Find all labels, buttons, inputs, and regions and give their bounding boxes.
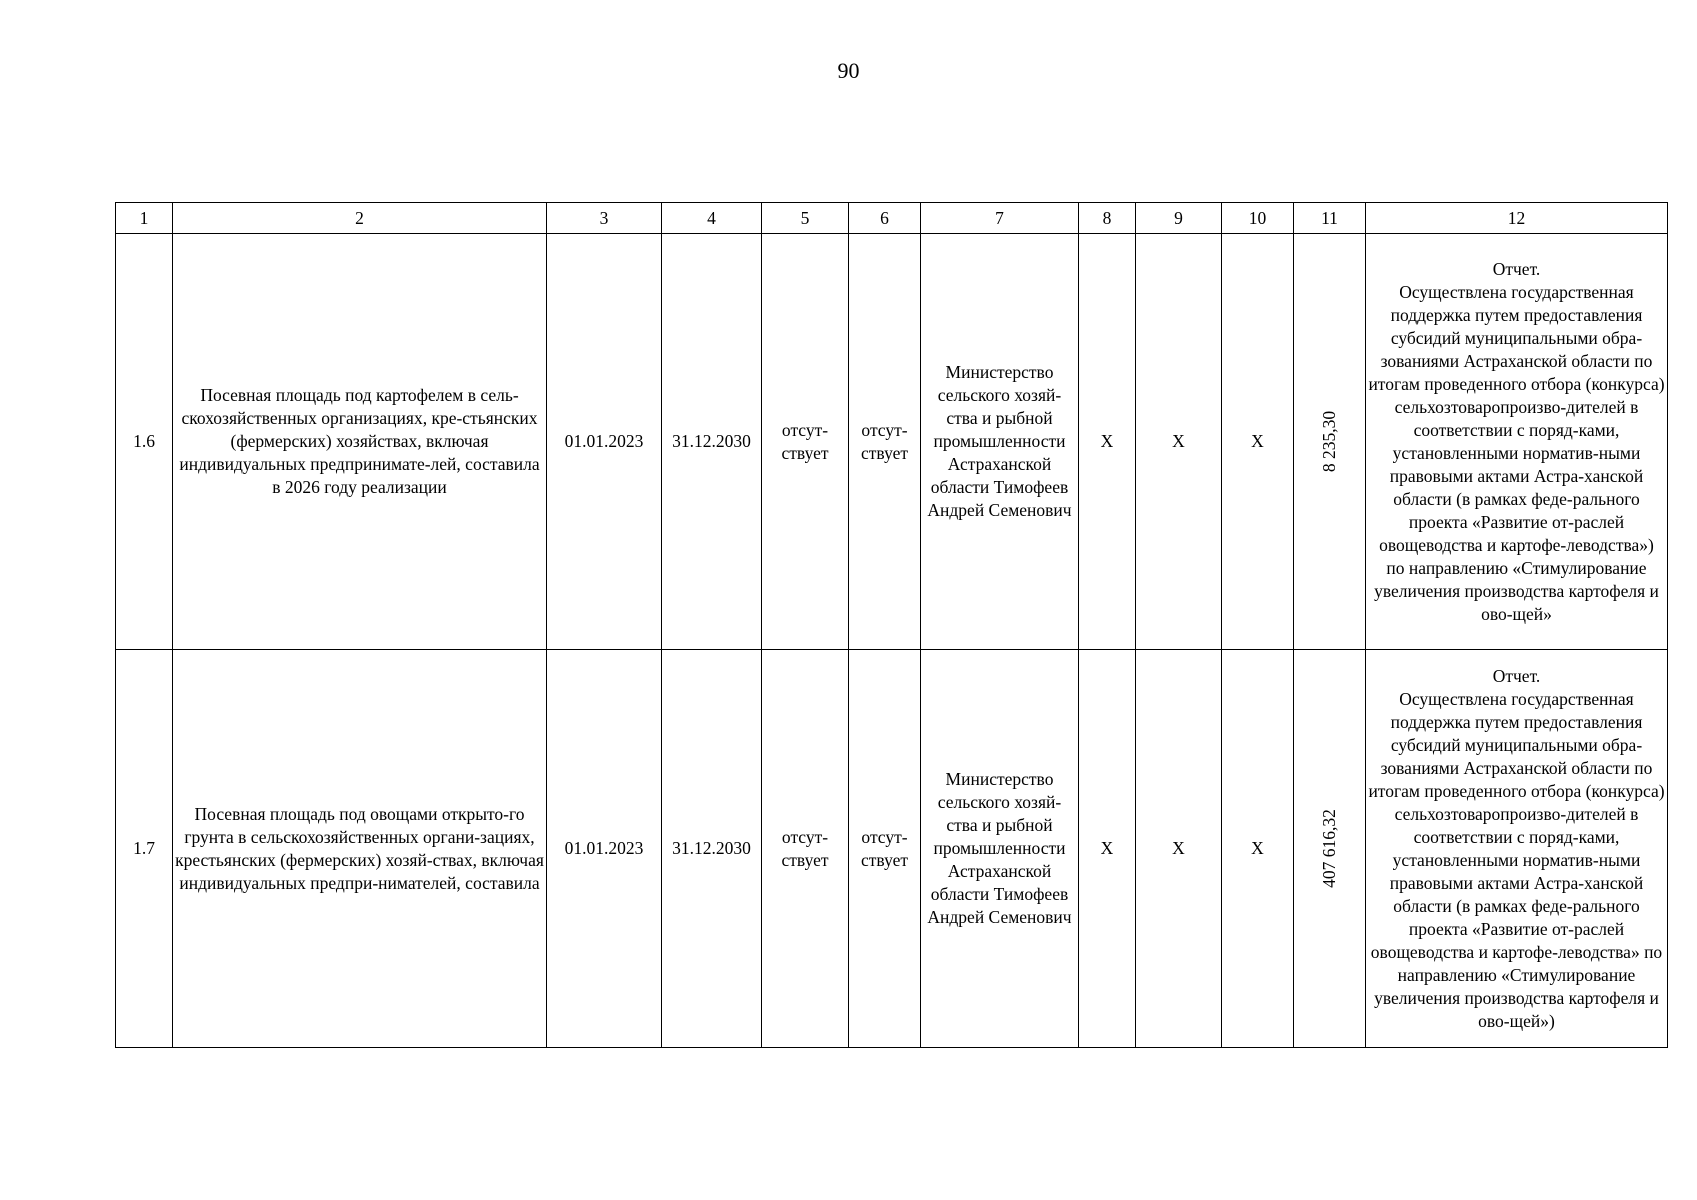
report-text: Осуществлена государственная поддержка путем предоставления субсидий муниципальными обра-зованиями Астраханской области по итогам проведенного отбора (конкурса) сельхозтоваропроизво-дителей в соответствии с поряд-ками, установленными норматив-ными правовыми актами Астра-ханской области (в рамках феде-рального проекта «Развитие от-раслей овощеводства и картофе-леводства» по направлению «Стимулирование увеличения производства картофеля и ово-щей») [1368,688,1665,1031]
column-header: 1 [116,203,173,234]
cell-col5: отсут-ствует [762,234,849,650]
cell-col9: Х [1136,234,1222,650]
column-header: 4 [662,203,762,234]
column-header: 6 [849,203,921,234]
column-header: 11 [1294,203,1366,234]
cell-col8: Х [1079,234,1136,650]
row-number: 1.7 [116,650,173,1048]
report-title: Отчет. [1492,665,1541,686]
cell-col9: Х [1136,650,1222,1048]
table-row [116,234,1668,650]
table-header-row [116,203,1668,234]
responsible-person: Министерство сельского хозяй-ства и рыбной промышленности Астраханской области Тимофеев Андрей Семенович [921,234,1079,650]
column-header: 12 [1366,203,1668,234]
cell-col10: Х [1222,650,1294,1048]
row-description: Посевная площадь под картофелем в сель-скохозяйственных организациях, кре-стьянских (фермерских) хозяйствах, включая индивидуальных предпринимате-лей, составила в 2026 году реализации [173,234,547,650]
column-header: 2 [173,203,547,234]
amount-value: 407 616,32 [1319,809,1339,888]
column-header: 5 [762,203,849,234]
cell-col10: Х [1222,234,1294,650]
report-title: Отчет. [1492,258,1541,279]
page-number: 90 [837,58,860,83]
column-header: 3 [547,203,662,234]
column-header: 8 [1079,203,1136,234]
row-number: 1.6 [116,234,173,650]
end-date: 31.12.2030 [662,234,762,650]
end-date: 31.12.2030 [662,650,762,1048]
column-header: 9 [1136,203,1222,234]
report-table [115,202,1668,1048]
amount-cell [1294,234,1366,650]
report-cell [1366,234,1668,650]
report-text: Осуществлена государственная поддержка путем предоставления субсидий муниципальными обра-зованиями Астраханской области по итогам проведенного отбора (конкурса) сельхозтоваропроизво-дителей в соответствии с поряд-ками, установленными норматив-ными правовыми актами Астра-ханской области (в рамках феде-рального проекта «Развитие от-раслей овощеводства и картофе-леводства») по направлению «Стимулирование увеличения производства картофеля и ово-щей» [1368,281,1665,624]
column-header: 7 [921,203,1079,234]
cell-col8: Х [1079,650,1136,1048]
amount-cell [1294,650,1366,1048]
column-header: 10 [1222,203,1294,234]
row-description: Посевная площадь под овощами открыто-го грунта в сельскохозяйственных органи-зациях, крестьянских (фермерских) хозяй-ствах, включая индивидуальных предпри-нимателей, составила [173,650,547,1048]
cell-col6: отсут-ствует [849,650,921,1048]
start-date: 01.01.2023 [547,650,662,1048]
amount-value: 8 235,30 [1319,410,1339,473]
start-date: 01.01.2023 [547,234,662,650]
report-cell [1366,650,1668,1048]
cell-col5: отсут-ствует [762,650,849,1048]
responsible-person: Министерство сельского хозяй-ства и рыбной промышленности Астраханской области Тимофеев Андрей Семенович [921,650,1079,1048]
cell-col6: отсут-ствует [849,234,921,650]
table-row [116,650,1668,1048]
